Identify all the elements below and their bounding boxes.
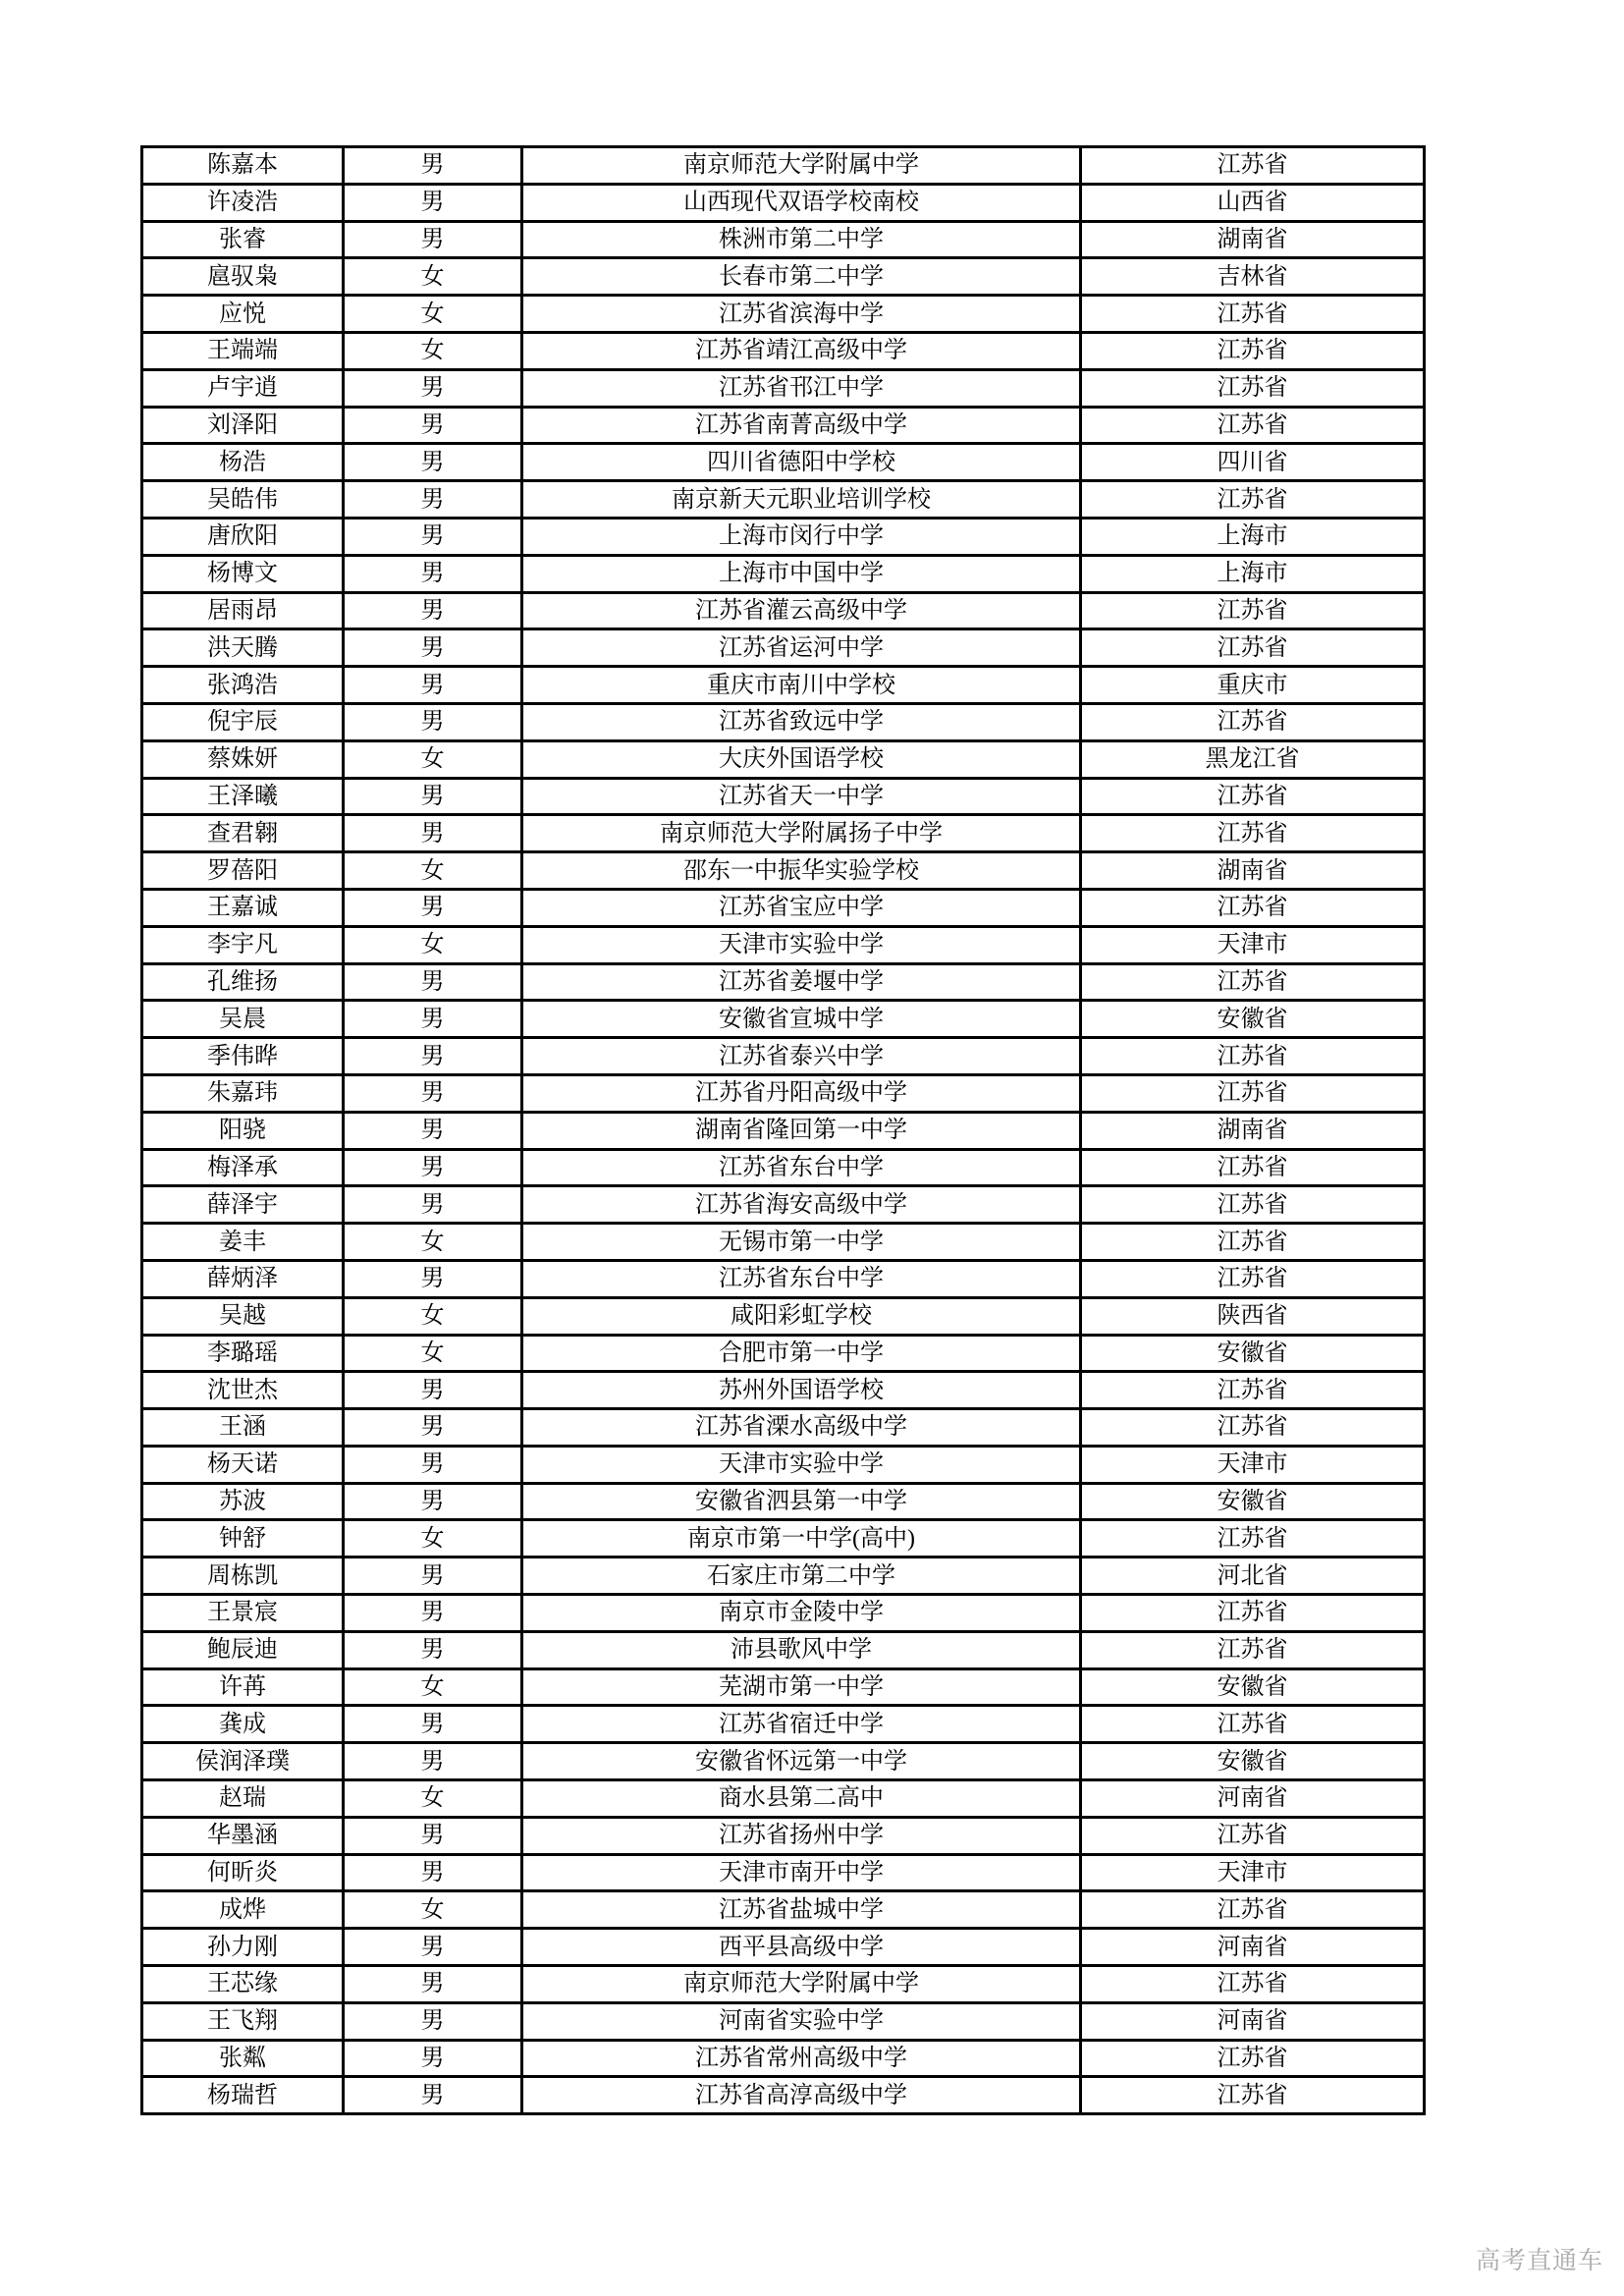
- province-cell: 上海市: [1081, 518, 1425, 555]
- province-cell: 陕西省: [1081, 1297, 1425, 1335]
- gender-cell: 男: [344, 1631, 522, 1668]
- table-row: [142, 963, 1425, 1001]
- school-cell: 江苏省扬州中学: [522, 1817, 1081, 1854]
- student-name-cell: 唐欣阳: [142, 518, 344, 555]
- student-name-cell: 侯润泽璞: [142, 1743, 344, 1780]
- gender-cell: 男: [344, 1966, 522, 2003]
- school-cell: 四川省德阳中学校: [522, 444, 1081, 481]
- school-cell: 江苏省灌云高级中学: [522, 592, 1081, 629]
- school-cell: 江苏省东台中学: [522, 1149, 1081, 1186]
- school-cell: 江苏省高淳高级中学: [522, 2077, 1081, 2114]
- gender-cell: 男: [344, 407, 522, 444]
- province-cell: 江苏省: [1081, 778, 1425, 815]
- table-row: [142, 740, 1425, 778]
- school-cell: 安徽省怀远第一中学: [522, 1743, 1081, 1780]
- student-name-cell: 鲍辰迪: [142, 1631, 344, 1668]
- province-cell: 安徽省: [1081, 1668, 1425, 1706]
- gender-cell: 女: [344, 296, 522, 333]
- student-name-cell: 罗蓓阳: [142, 852, 344, 890]
- student-name-cell: 应悦: [142, 296, 344, 333]
- student-name-cell: 张粼: [142, 2040, 344, 2077]
- table-row: [142, 1631, 1425, 1668]
- gender-cell: 男: [344, 1595, 522, 1632]
- school-cell: 江苏省东台中学: [522, 1260, 1081, 1297]
- province-cell: 江苏省: [1081, 1891, 1425, 1929]
- gender-cell: 男: [344, 481, 522, 519]
- gender-cell: 男: [344, 1074, 522, 1112]
- school-cell: 邵东一中振华实验学校: [522, 852, 1081, 890]
- province-cell: 湖南省: [1081, 1112, 1425, 1149]
- table-row: [142, 1891, 1425, 1929]
- table-row: [142, 1520, 1425, 1558]
- table-row: [142, 221, 1425, 258]
- province-cell: 江苏省: [1081, 703, 1425, 740]
- province-cell: 河南省: [1081, 1929, 1425, 1966]
- table-row: [142, 778, 1425, 815]
- gender-cell: 女: [344, 926, 522, 963]
- table-row: [142, 1149, 1425, 1186]
- student-name-cell: 姜丰: [142, 1224, 344, 1261]
- school-cell: 河南省实验中学: [522, 2002, 1081, 2040]
- gender-cell: 女: [344, 1224, 522, 1261]
- gender-cell: 女: [344, 1780, 522, 1818]
- gender-cell: 男: [344, 555, 522, 592]
- province-cell: 江苏省: [1081, 1520, 1425, 1558]
- gender-cell: 女: [344, 740, 522, 778]
- gender-cell: 男: [344, 1260, 522, 1297]
- gender-cell: 女: [344, 1668, 522, 1706]
- school-cell: 江苏省宿迁中学: [522, 1706, 1081, 1743]
- student-name-cell: 李宇凡: [142, 926, 344, 963]
- school-cell: 江苏省海安高级中学: [522, 1186, 1081, 1224]
- watermark-text: 高考直通车: [1476, 2248, 1604, 2274]
- gender-cell: 男: [344, 1001, 522, 1038]
- student-name-cell: 王涵: [142, 1409, 344, 1447]
- province-cell: 安徽省: [1081, 1001, 1425, 1038]
- province-cell: 江苏省: [1081, 1631, 1425, 1668]
- school-cell: 安徽省宣城中学: [522, 1001, 1081, 1038]
- gender-cell: 男: [344, 1112, 522, 1149]
- student-name-cell: 张睿: [142, 221, 344, 258]
- school-cell: 无锡市第一中学: [522, 1224, 1081, 1261]
- table-row: [142, 1558, 1425, 1595]
- table-row: [142, 1335, 1425, 1372]
- student-name-cell: 朱嘉玮: [142, 1074, 344, 1112]
- student-name-cell: 赵瑞: [142, 1780, 344, 1818]
- gender-cell: 男: [344, 1409, 522, 1447]
- gender-cell: 男: [344, 1817, 522, 1854]
- student-name-cell: 王端端: [142, 332, 344, 369]
- student-name-cell: 李璐瑶: [142, 1335, 344, 1372]
- gender-cell: 男: [344, 1743, 522, 1780]
- table-row: [142, 1780, 1425, 1818]
- school-cell: 南京师范大学附属扬子中学: [522, 815, 1081, 852]
- table-row: [142, 1483, 1425, 1520]
- student-name-cell: 季伟晔: [142, 1038, 344, 1075]
- province-cell: 湖南省: [1081, 852, 1425, 890]
- school-cell: 南京师范大学附属中学: [522, 147, 1081, 185]
- province-cell: 江苏省: [1081, 1149, 1425, 1186]
- school-cell: 江苏省丹阳高级中学: [522, 1074, 1081, 1112]
- table-row: [142, 1260, 1425, 1297]
- gender-cell: 男: [344, 147, 522, 185]
- school-cell: 江苏省靖江高级中学: [522, 332, 1081, 369]
- province-cell: 江苏省: [1081, 1817, 1425, 1854]
- province-cell: 江苏省: [1081, 1260, 1425, 1297]
- student-name-cell: 许凌浩: [142, 184, 344, 221]
- province-cell: 重庆市: [1081, 667, 1425, 704]
- school-cell: 湖南省隆回第一中学: [522, 1112, 1081, 1149]
- province-cell: 湖南省: [1081, 221, 1425, 258]
- gender-cell: 女: [344, 1891, 522, 1929]
- table-row: [142, 518, 1425, 555]
- roster-table-body: [142, 147, 1425, 2114]
- school-cell: 安徽省泗县第一中学: [522, 1483, 1081, 1520]
- province-cell: 江苏省: [1081, 963, 1425, 1001]
- student-name-cell: 吴越: [142, 1297, 344, 1335]
- province-cell: 江苏省: [1081, 815, 1425, 852]
- table-row: [142, 815, 1425, 852]
- student-name-cell: 孙力刚: [142, 1929, 344, 1966]
- student-name-cell: 张鸿浩: [142, 667, 344, 704]
- table-row: [142, 147, 1425, 185]
- province-cell: 河南省: [1081, 2002, 1425, 2040]
- school-cell: 上海市中国中学: [522, 555, 1081, 592]
- student-name-cell: 王景宸: [142, 1595, 344, 1632]
- table-row: [142, 1854, 1425, 1891]
- school-cell: 江苏省致远中学: [522, 703, 1081, 740]
- student-name-cell: 杨浩: [142, 444, 344, 481]
- table-row: [142, 889, 1425, 926]
- gender-cell: 男: [344, 815, 522, 852]
- student-name-cell: 薛泽宇: [142, 1186, 344, 1224]
- table-row: [142, 1595, 1425, 1632]
- gender-cell: 男: [344, 2040, 522, 2077]
- province-cell: 江苏省: [1081, 1372, 1425, 1409]
- school-cell: 合肥市第一中学: [522, 1335, 1081, 1372]
- student-name-cell: 薛炳泽: [142, 1260, 344, 1297]
- school-cell: 天津市南开中学: [522, 1854, 1081, 1891]
- student-name-cell: 孔维扬: [142, 963, 344, 1001]
- school-cell: 江苏省滨海中学: [522, 296, 1081, 333]
- province-cell: 天津市: [1081, 926, 1425, 963]
- gender-cell: 女: [344, 1520, 522, 1558]
- student-name-cell: 扈驭枭: [142, 258, 344, 296]
- table-row: [142, 332, 1425, 369]
- province-cell: 江苏省: [1081, 1706, 1425, 1743]
- student-name-cell: 沈世杰: [142, 1372, 344, 1409]
- student-name-cell: 苏波: [142, 1483, 344, 1520]
- province-cell: 江苏省: [1081, 332, 1425, 369]
- school-cell: 重庆市南川中学校: [522, 667, 1081, 704]
- gender-cell: 女: [344, 1297, 522, 1335]
- gender-cell: 男: [344, 1706, 522, 1743]
- school-cell: 江苏省盐城中学: [522, 1891, 1081, 1929]
- table-row: [142, 926, 1425, 963]
- table-row: [142, 667, 1425, 704]
- gender-cell: 女: [344, 332, 522, 369]
- student-name-cell: 倪宇辰: [142, 703, 344, 740]
- province-cell: 江苏省: [1081, 1074, 1425, 1112]
- table-row: [142, 407, 1425, 444]
- gender-cell: 男: [344, 1854, 522, 1891]
- province-cell: 江苏省: [1081, 369, 1425, 407]
- school-cell: 商水县第二高中: [522, 1780, 1081, 1818]
- school-cell: 上海市闵行中学: [522, 518, 1081, 555]
- province-cell: 江苏省: [1081, 1224, 1425, 1261]
- province-cell: 江苏省: [1081, 147, 1425, 185]
- school-cell: 大庆外国语学校: [522, 740, 1081, 778]
- gender-cell: 男: [344, 2077, 522, 2114]
- gender-cell: 男: [344, 369, 522, 407]
- table-row: [142, 1743, 1425, 1780]
- province-cell: 江苏省: [1081, 1966, 1425, 2003]
- student-name-cell: 刘泽阳: [142, 407, 344, 444]
- table-row: [142, 703, 1425, 740]
- gender-cell: 男: [344, 889, 522, 926]
- gender-cell: 女: [344, 258, 522, 296]
- student-name-cell: 王泽曦: [142, 778, 344, 815]
- province-cell: 四川省: [1081, 444, 1425, 481]
- province-cell: 江苏省: [1081, 296, 1425, 333]
- school-cell: 南京师范大学附属中学: [522, 1966, 1081, 2003]
- student-name-cell: 卢宇逍: [142, 369, 344, 407]
- table-row: [142, 1372, 1425, 1409]
- province-cell: 上海市: [1081, 555, 1425, 592]
- school-cell: 天津市实验中学: [522, 1446, 1081, 1483]
- province-cell: 山西省: [1081, 184, 1425, 221]
- table-row: [142, 1074, 1425, 1112]
- student-name-cell: 蔡姝妍: [142, 740, 344, 778]
- student-name-cell: 梅泽承: [142, 1149, 344, 1186]
- province-cell: 江苏省: [1081, 1038, 1425, 1075]
- table-row: [142, 184, 1425, 221]
- table-row: [142, 1817, 1425, 1854]
- province-cell: 黑龙江省: [1081, 740, 1425, 778]
- province-cell: 江苏省: [1081, 629, 1425, 667]
- student-name-cell: 查君翱: [142, 815, 344, 852]
- table-row: [142, 555, 1425, 592]
- student-name-cell: 吴晨: [142, 1001, 344, 1038]
- table-row: [142, 592, 1425, 629]
- student-name-cell: 王嘉诚: [142, 889, 344, 926]
- school-cell: 芜湖市第一中学: [522, 1668, 1081, 1706]
- student-name-cell: 杨瑞哲: [142, 2077, 344, 2114]
- table-row: [142, 1668, 1425, 1706]
- student-name-cell: 陈嘉本: [142, 147, 344, 185]
- table-row: [142, 629, 1425, 667]
- gender-cell: 女: [344, 852, 522, 890]
- student-name-cell: 周栋凯: [142, 1558, 344, 1595]
- gender-cell: 男: [344, 1929, 522, 1966]
- school-cell: 南京市金陵中学: [522, 1595, 1081, 1632]
- table-row: [142, 1001, 1425, 1038]
- gender-cell: 男: [344, 629, 522, 667]
- province-cell: 江苏省: [1081, 481, 1425, 519]
- table-row: [142, 1966, 1425, 2003]
- gender-cell: 男: [344, 963, 522, 1001]
- province-cell: 江苏省: [1081, 592, 1425, 629]
- province-cell: 吉林省: [1081, 258, 1425, 296]
- school-cell: 石家庄市第二中学: [522, 1558, 1081, 1595]
- school-cell: 长春市第二中学: [522, 258, 1081, 296]
- table-row: [142, 1706, 1425, 1743]
- province-cell: 江苏省: [1081, 2077, 1425, 2114]
- student-name-cell: 许苒: [142, 1668, 344, 1706]
- province-cell: 安徽省: [1081, 1483, 1425, 1520]
- gender-cell: 男: [344, 1149, 522, 1186]
- table-row: [142, 1446, 1425, 1483]
- table-row: [142, 1409, 1425, 1447]
- gender-cell: 男: [344, 667, 522, 704]
- school-cell: 山西现代双语学校南校: [522, 184, 1081, 221]
- gender-cell: 男: [344, 703, 522, 740]
- province-cell: 河南省: [1081, 1780, 1425, 1818]
- gender-cell: 男: [344, 518, 522, 555]
- gender-cell: 男: [344, 2002, 522, 2040]
- province-cell: 江苏省: [1081, 2040, 1425, 2077]
- table-row: [142, 2040, 1425, 2077]
- gender-cell: 女: [344, 1335, 522, 1372]
- gender-cell: 男: [344, 1372, 522, 1409]
- table-row: [142, 2077, 1425, 2114]
- school-cell: 苏州外国语学校: [522, 1372, 1081, 1409]
- table-row: [142, 1186, 1425, 1224]
- school-cell: 咸阳彩虹学校: [522, 1297, 1081, 1335]
- student-name-cell: 吴皓伟: [142, 481, 344, 519]
- province-cell: 江苏省: [1081, 407, 1425, 444]
- table-row: [142, 1038, 1425, 1075]
- student-name-cell: 阳骁: [142, 1112, 344, 1149]
- gender-cell: 男: [344, 184, 522, 221]
- school-cell: 南京市第一中学(高中): [522, 1520, 1081, 1558]
- province-cell: 安徽省: [1081, 1743, 1425, 1780]
- province-cell: 天津市: [1081, 1854, 1425, 1891]
- table-row: [142, 1297, 1425, 1335]
- school-cell: 江苏省姜堰中学: [522, 963, 1081, 1001]
- student-name-cell: 杨博文: [142, 555, 344, 592]
- gender-cell: 男: [344, 1446, 522, 1483]
- student-name-cell: 华墨涵: [142, 1817, 344, 1854]
- province-cell: 江苏省: [1081, 1595, 1425, 1632]
- school-cell: 天津市实验中学: [522, 926, 1081, 963]
- school-cell: 江苏省运河中学: [522, 629, 1081, 667]
- table-row: [142, 2002, 1425, 2040]
- school-cell: 沛县歌风中学: [522, 1631, 1081, 1668]
- province-cell: 江苏省: [1081, 889, 1425, 926]
- table-row: [142, 444, 1425, 481]
- gender-cell: 男: [344, 1483, 522, 1520]
- province-cell: 江苏省: [1081, 1409, 1425, 1447]
- school-cell: 江苏省泰兴中学: [522, 1038, 1081, 1075]
- table-row: [142, 481, 1425, 519]
- gender-cell: 男: [344, 592, 522, 629]
- province-cell: 安徽省: [1081, 1335, 1425, 1372]
- school-cell: 江苏省常州高级中学: [522, 2040, 1081, 2077]
- student-name-cell: 洪天腾: [142, 629, 344, 667]
- table-row: [142, 852, 1425, 890]
- student-name-cell: 何昕炎: [142, 1854, 344, 1891]
- school-cell: 江苏省邗江中学: [522, 369, 1081, 407]
- school-cell: 江苏省南菁高级中学: [522, 407, 1081, 444]
- student-name-cell: 钟舒: [142, 1520, 344, 1558]
- province-cell: 江苏省: [1081, 1186, 1425, 1224]
- gender-cell: 男: [344, 1038, 522, 1075]
- student-name-cell: 王飞翔: [142, 2002, 344, 2040]
- province-cell: 天津市: [1081, 1446, 1425, 1483]
- school-cell: 江苏省宝应中学: [522, 889, 1081, 926]
- student-name-cell: 成烨: [142, 1891, 344, 1929]
- gender-cell: 男: [344, 221, 522, 258]
- table-row: [142, 1929, 1425, 1966]
- table-row: [142, 1224, 1425, 1261]
- gender-cell: 男: [344, 778, 522, 815]
- school-cell: 江苏省溧水高级中学: [522, 1409, 1081, 1447]
- student-name-cell: 龚成: [142, 1706, 344, 1743]
- school-cell: 江苏省天一中学: [522, 778, 1081, 815]
- gender-cell: 男: [344, 1558, 522, 1595]
- school-cell: 株洲市第二中学: [522, 221, 1081, 258]
- student-name-cell: 王芯缘: [142, 1966, 344, 2003]
- table-row: [142, 258, 1425, 296]
- school-cell: 西平县高级中学: [522, 1929, 1081, 1966]
- student-name-cell: 杨天诺: [142, 1446, 344, 1483]
- gender-cell: 男: [344, 444, 522, 481]
- province-cell: 河北省: [1081, 1558, 1425, 1595]
- table-row: [142, 369, 1425, 407]
- gender-cell: 男: [344, 1186, 522, 1224]
- student-roster-table: [140, 145, 1426, 2115]
- school-cell: 南京新天元职业培训学校: [522, 481, 1081, 519]
- table-row: [142, 1112, 1425, 1149]
- table-row: [142, 296, 1425, 333]
- student-name-cell: 居雨昂: [142, 592, 344, 629]
